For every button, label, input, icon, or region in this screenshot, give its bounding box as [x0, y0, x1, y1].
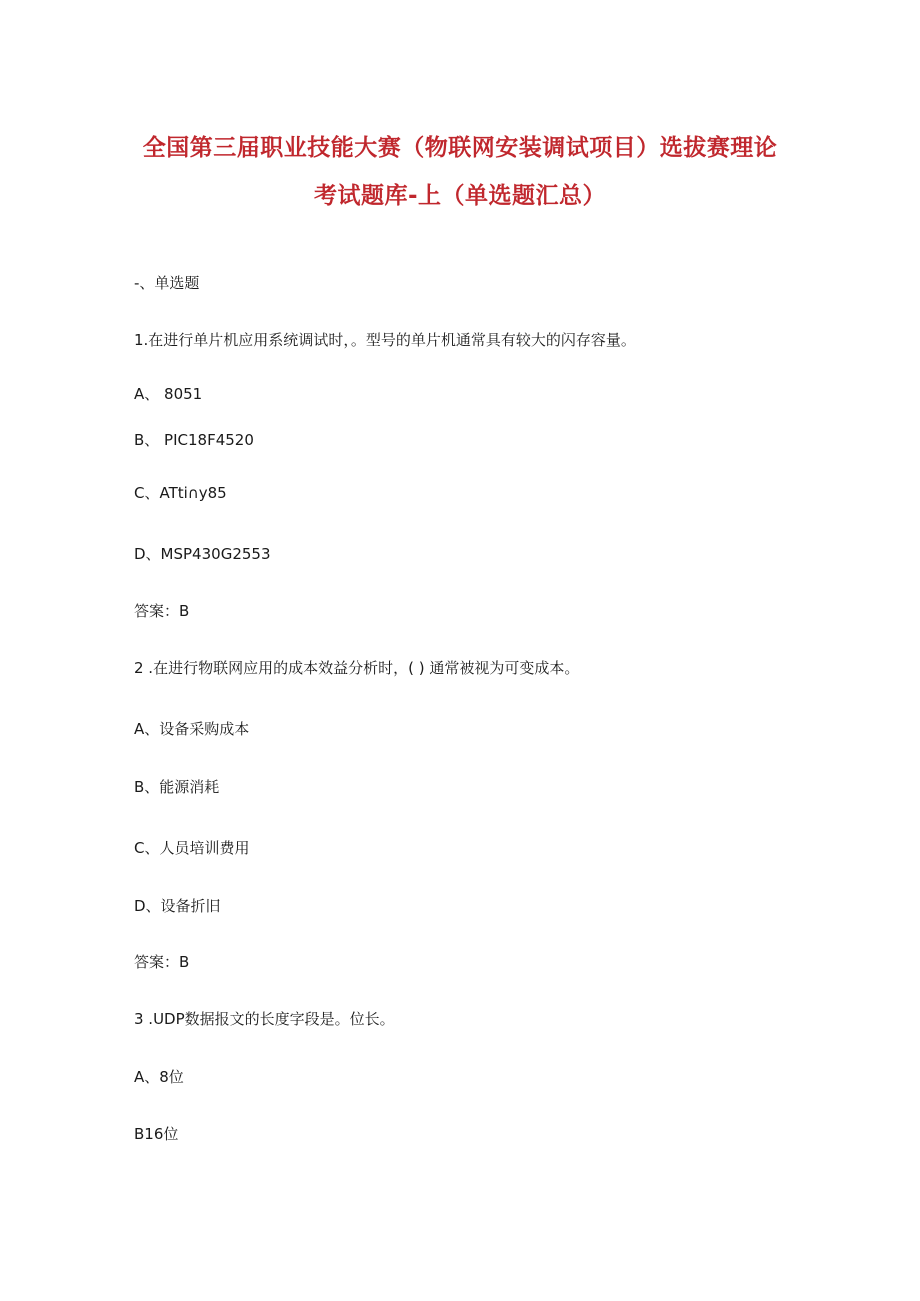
question-1-option-d: D、MSP430G2553: [134, 545, 271, 563]
question-2-answer: 答案：B: [134, 953, 190, 971]
question-1-answer: 答案：B: [134, 602, 190, 620]
question-2-option-c: C、人员培训费用: [134, 839, 250, 857]
question-1-option-b: B、 PIC18F4520: [134, 431, 254, 449]
question-3-stem: 3 .UDP数据报文的长度字段是。位长。: [134, 1010, 395, 1028]
question-2-option-b: B、能源消耗: [134, 778, 220, 796]
section-heading: -、单选题: [134, 274, 200, 292]
question-2-stem: 2 .在进行物联网应用的成本效益分析时，( ) 通常被视为可变成本。: [134, 659, 580, 677]
question-2-option-a: A、设备采购成本: [134, 720, 250, 738]
question-1-option-a: A、 8051: [134, 385, 203, 403]
question-2-option-d: D、设备折旧: [134, 897, 221, 915]
document-title-line-1: 全国第三届职业技能大赛（物联网安装调试项目）选拔赛理论: [142, 135, 778, 161]
document-title-line-2: 考试题库-上（单选题汇总）: [313, 183, 607, 209]
question-1-stem: 1.在进行单片机应用系统调试时，。型号的单片机通常具有较大的闪存容量。: [134, 331, 636, 349]
question-1-option-c: C、ATti∩y85: [134, 484, 227, 502]
question-3-option-b: B16位: [134, 1125, 179, 1143]
question-3-option-a: A、8位: [134, 1068, 184, 1086]
